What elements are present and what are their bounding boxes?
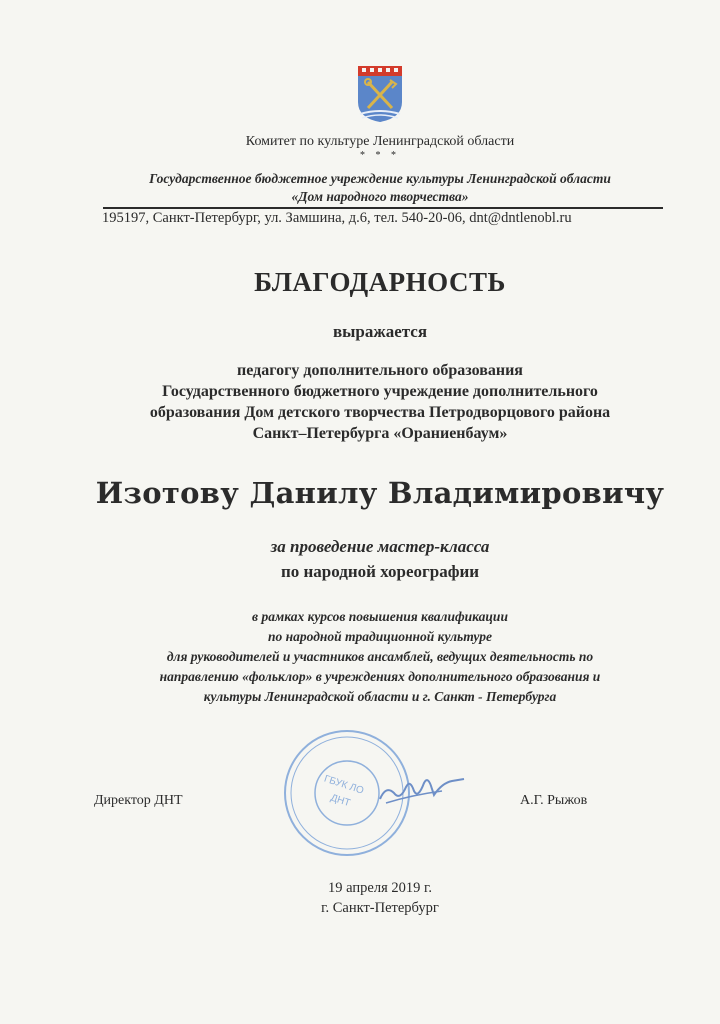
reason-line: за проведение мастер-класса	[270, 537, 490, 556]
header-divider	[103, 207, 663, 209]
expressed-label: выражается	[332, 322, 428, 341]
context-line: по народной традиционной культуре	[268, 629, 492, 644]
svg-text:ДНТ: ДНТ	[329, 792, 352, 810]
organization-address: 195197, Санкт-Петербург, ул. Замшина, д.6, тел. 540-20-06, dnt@dntlenobl.ru	[102, 210, 572, 226]
context-line: культуры Ленинградской области и г. Санкт - Петербурга	[203, 689, 557, 704]
recipient-name: Изотову Данилу Владимировичу	[95, 476, 665, 510]
document-title: БЛАГОДАРНОСТЬ	[254, 267, 506, 297]
context-line: в рамках курсов повышения квалификации	[252, 609, 508, 624]
issue-date: 19 апреля 2019 г.	[328, 880, 432, 896]
header-stars: * * *	[360, 150, 400, 161]
reason-subject: по народной хореографии	[280, 562, 480, 581]
course-context	[0, 607, 720, 707]
recipient-line: педагогу дополнительного образования	[237, 362, 523, 379]
recipient-description	[0, 360, 720, 444]
recipient-line: Государственного бюджетного учреждение дополнительного	[162, 383, 598, 400]
recipient-line: Санкт–Петербурга «Ораниенбаум»	[252, 425, 508, 442]
svg-text:ГБУК ЛО: ГБУК ЛО	[322, 773, 366, 797]
organization-name: Государственное бюджетное учреждение культуры Ленинградской области	[149, 171, 611, 186]
organization-short-name: «Дом народного творчества»	[291, 189, 469, 204]
director-title: Директор ДНТ	[94, 793, 183, 808]
committee-name: Комитет по культуре Ленинградской области	[245, 134, 515, 149]
recipient-line: образования Дом детского творчества Петродворцового района	[149, 404, 611, 421]
context-line: направлению «фольклор» в учреждениях дополнительного образования и	[159, 669, 601, 684]
director-name: А.Г. Рыжов	[520, 793, 588, 808]
signature-icon	[372, 765, 472, 813]
context-line: для руководителей и участников ансамблей, ведущих деятельность по	[166, 649, 594, 664]
issue-city: г. Санкт-Петербург	[321, 900, 439, 916]
coat-of-arms-icon	[356, 64, 404, 124]
